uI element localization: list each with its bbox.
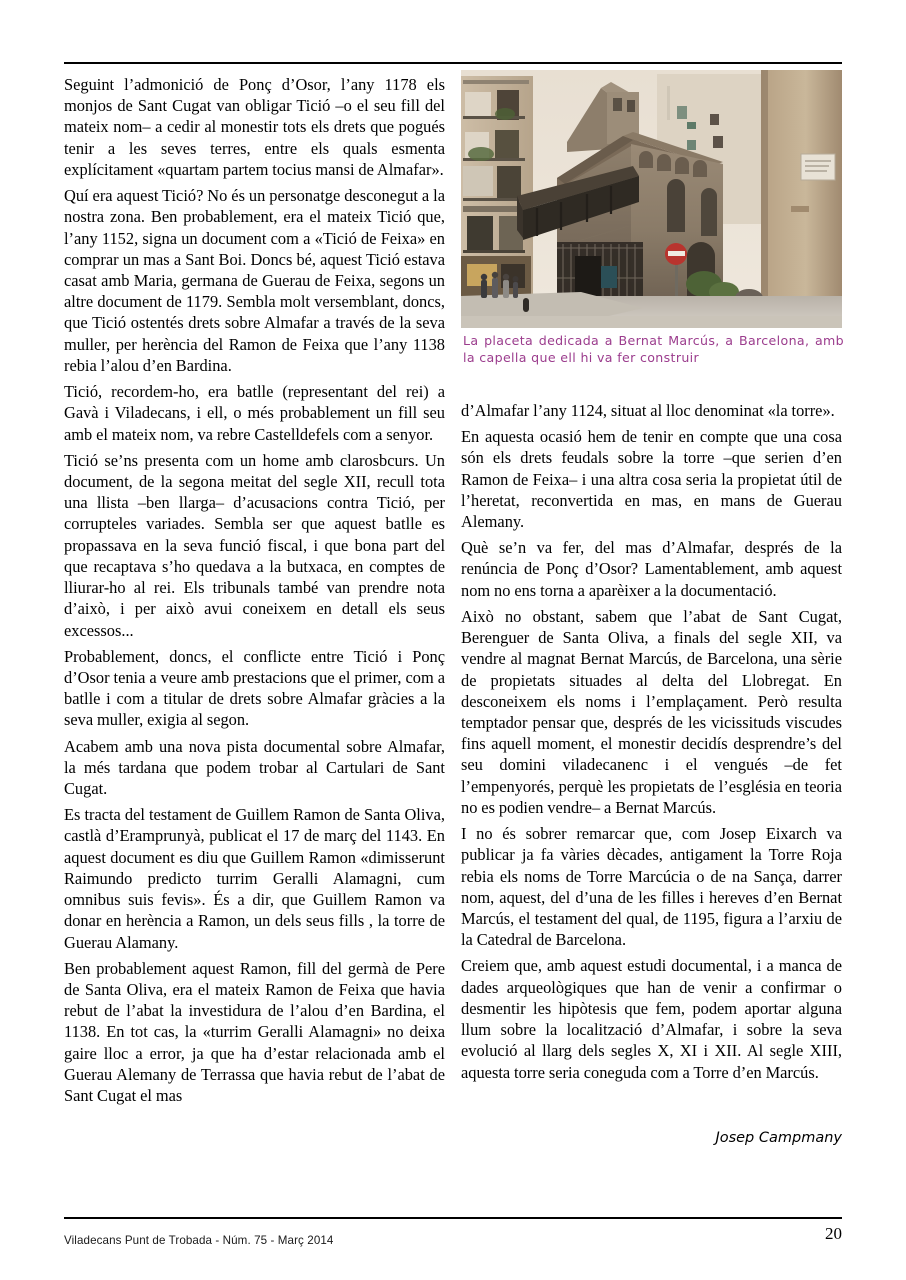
- paragraph: d’Almafar l’any 1124, situat al lloc denominat «la torre».: [461, 401, 835, 420]
- footer-publication-info: Viladecans Punt de Trobada - Núm. 75 - Març 2014: [64, 1234, 334, 1247]
- figure-caption: La placeta dedicada a Bernat Marcús, a Barcelona, amb la capella que ell hi va fer construir: [463, 333, 844, 365]
- paragraph: Ben probablement aquest Ramon, fill del germà de Pere de Santa Oliva, era el mateix Ramon de Feixa que havia rebut de l’abat la investidura de l’alou d’en Bardina, el 1138. En tot cas, la «turrim Geralli Alamagni» no deixa gaire lloc a error, ja que ha d’estar relacionada amb el Guerau Alemany de Terrassa que havia rebut de l’abat de Sant Cugat el mas: [64, 958, 445, 1106]
- header-rule: [64, 62, 842, 64]
- paragraph: I no és sobrer remarcar que, com Josep Eixarch va publicar ja fa vàries dècades, antigament la Torre Roja rebia els noms de Torre Marcúcia o de na Sança, darrer nom, aquest, del d’una de les filles i hereves d’en Bernat Marcús, el testament del qual, de 1195, figura a l’arxiu de la Catedral de Barcelona.: [461, 824, 842, 950]
- paragraph: Tició se’ns presenta com un home amb clarosbcurs. Un document, de la segona meitat del segle XII, recull tota una llista –ben llarga– d’acusacions contra Tició, per corrupteles variades. Sembla ser que aquest batlle es propassava en la seva funció fiscal, i que bona part del que recaptava s’ho quedava a la butxaca, en comptes de lliurar-ho al rei. Els tribunals també van prendre nota d’això, i per això avui coneixem en detall els seus excessos...: [64, 450, 445, 640]
- author-byline: Josep Campmany: [715, 1130, 842, 1146]
- paragraph: Què se’n va fer, del mas d’Almafar, després de la renúncia de Ponç d’Osor? Lamentablement, amb aquest nom no ens torna a aparèixer a la documentació.: [461, 538, 842, 600]
- paragraph: Això no obstant, sabem que l’abat de Sant Cugat, Berenguer de Santa Oliva, a finals del segle XII, va vendre al magnat Bernat Marcús, de Barcelona, una sèrie de propietats situades al delta del Llobregat. En desconeixem els noms i l’emplaçament. Però resulta temptador pensar que, després de les vicissituds viscudes fins aquell moment, el monestir decidís desprendre’s del seu domini viladecanenc i el vengués –de fet l’empenyorés, perquè les propietats de l’església en teoria no es podien vendre– a Bernat Marcús.: [461, 606, 842, 817]
- paragraph: Quí era aquest Tició? No és un personatge desconegut a la nostra zona. Ben probablement, era el mateix Tició que, l’any 1152, signa un document com a «Tició de Feixa» en comprar un mas a Sant Boi. Doncs bé, aquest Tició estava casat amb Maria, germana de Guerau de Feixa, segons un altre document de 1179. Sembla molt versemblant, doncs, que Tició ostentés drets sobre Almafar a través de la seva muller, per herència del Ramon de Feixa que l’any 1138 rebia l’alou d’en Bardina.: [64, 186, 445, 375]
- left-text-column: [64, 74, 445, 1106]
- paragraph: Probablement, doncs, el conflicte entre Tició i Ponç d’Osor tenia a veure amb prestacions que el primer, com a batlle i com a titular de drets sobre Almafar gràcies a la seva muller, exigia al segon.: [64, 646, 445, 730]
- paragraph: Acabem amb una nova pista documental sobre Almafar, la més tardana que podem trobar al Cartulari de Sant Cugat.: [64, 736, 445, 799]
- paragraph: En aquesta ocasió hem de tenir en compte que una cosa són els drets feudals sobre la torre –que serien d’en Ramon de Feixa– i una altra cosa seria la propietat útil de l’heretat, reconvertida en mas, en mans de Guerau Alemany.: [461, 427, 842, 532]
- right-text-column: [461, 400, 842, 1083]
- chapel-photograph: [461, 70, 842, 328]
- figure-photo: [461, 70, 842, 328]
- page-number: 20: [825, 1224, 842, 1243]
- paragraph: Seguint l’admonició de Ponç d’Osor, l’any 1178 els monjos de Sant Cugat van obligar Tició –o el seu fill del mateix nom– a cedir al monestir tots els drets que pogués tenir a les seves terres, entre els quals esmenta explícitament «quartam partem tocius mansi de Almafar».: [64, 75, 445, 179]
- paragraph: Es tracta del testament de Guillem Ramon de Santa Oliva, castlà d’Eramprunyà, publicat el 17 de març del 1143. En aquest document es diu que Guillem Ramon «dimisserunt Raimundo predicto turrim Geralli Alamagni, cum omnibus suis fevis». És a dir, que Guillem Ramon va donar en herència a Ramon, un dels seus fills , la torre de Guerau Alamany.: [64, 805, 445, 952]
- paragraph: Tició, recordem-ho, era batlle (representant del rei) a Gavà i Viladecans, i ell, o més probablement un fill seu amb el mateix nom, va rebre Castelldefels com a senyor.: [64, 382, 445, 444]
- paragraph: Creiem que, amb aquest estudi documental, i a manca de dades arqueològiques que han de venir a confirmar o desmentir les hipòtesis que fem, podem aportar alguna llum sobre la localització d’Almafar, i sobre la seva evolució al llarg dels segles X, XI i XII. Al segle XIII, aquesta torre seria coneguda com a Torre d’en Marcús.: [461, 956, 842, 1082]
- footer-rule: [64, 1217, 842, 1219]
